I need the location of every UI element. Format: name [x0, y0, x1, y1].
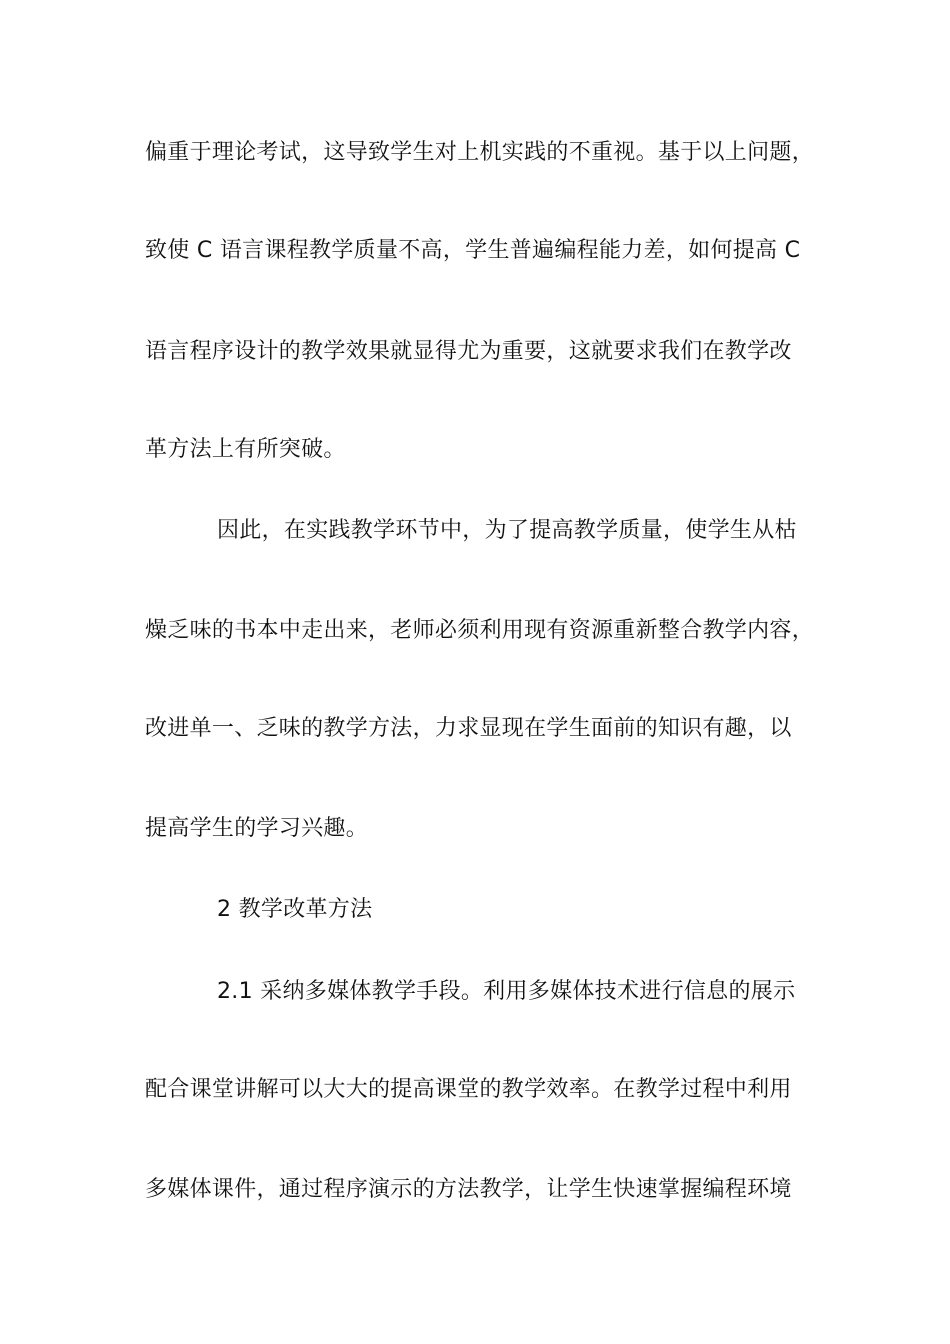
text-line: 改进单一、乏味的教学方法，力求显现在学生面前的知识有趣，以	[145, 716, 792, 741]
section-heading: 2 教学改革方法	[217, 897, 373, 922]
text-line: 革方法上有所突破。	[145, 437, 346, 462]
text-line: 多媒体课件，通过程序演示的方法教学，让学生快速掌握编程环境	[145, 1177, 792, 1202]
text-line: 语言程序设计的教学效果就显得尤为重要，这就要求我们在教学改	[145, 339, 792, 364]
text-line: 配合课堂讲解可以大大的提高课堂的教学效率。在教学过程中利用	[145, 1077, 792, 1102]
text-line: 偏重于理论考试，这导致学生对上机实践的不重视。基于以上问题，	[145, 140, 815, 165]
text-line: 提高学生的学习兴趣。	[145, 816, 369, 841]
text-line: 致使 C 语言课程教学质量不高，学生普遍编程能力差，如何提高 C	[145, 238, 801, 263]
text-line: 2.1 采纳多媒体教学手段。利用多媒体技术进行信息的展示	[217, 979, 796, 1004]
text-line: 燥乏味的书本中走出来，老师必须利用现有资源重新整合教学内容，	[145, 618, 815, 643]
text-line: 因此，在实践教学环节中，为了提高教学质量，使学生从枯	[217, 518, 797, 543]
